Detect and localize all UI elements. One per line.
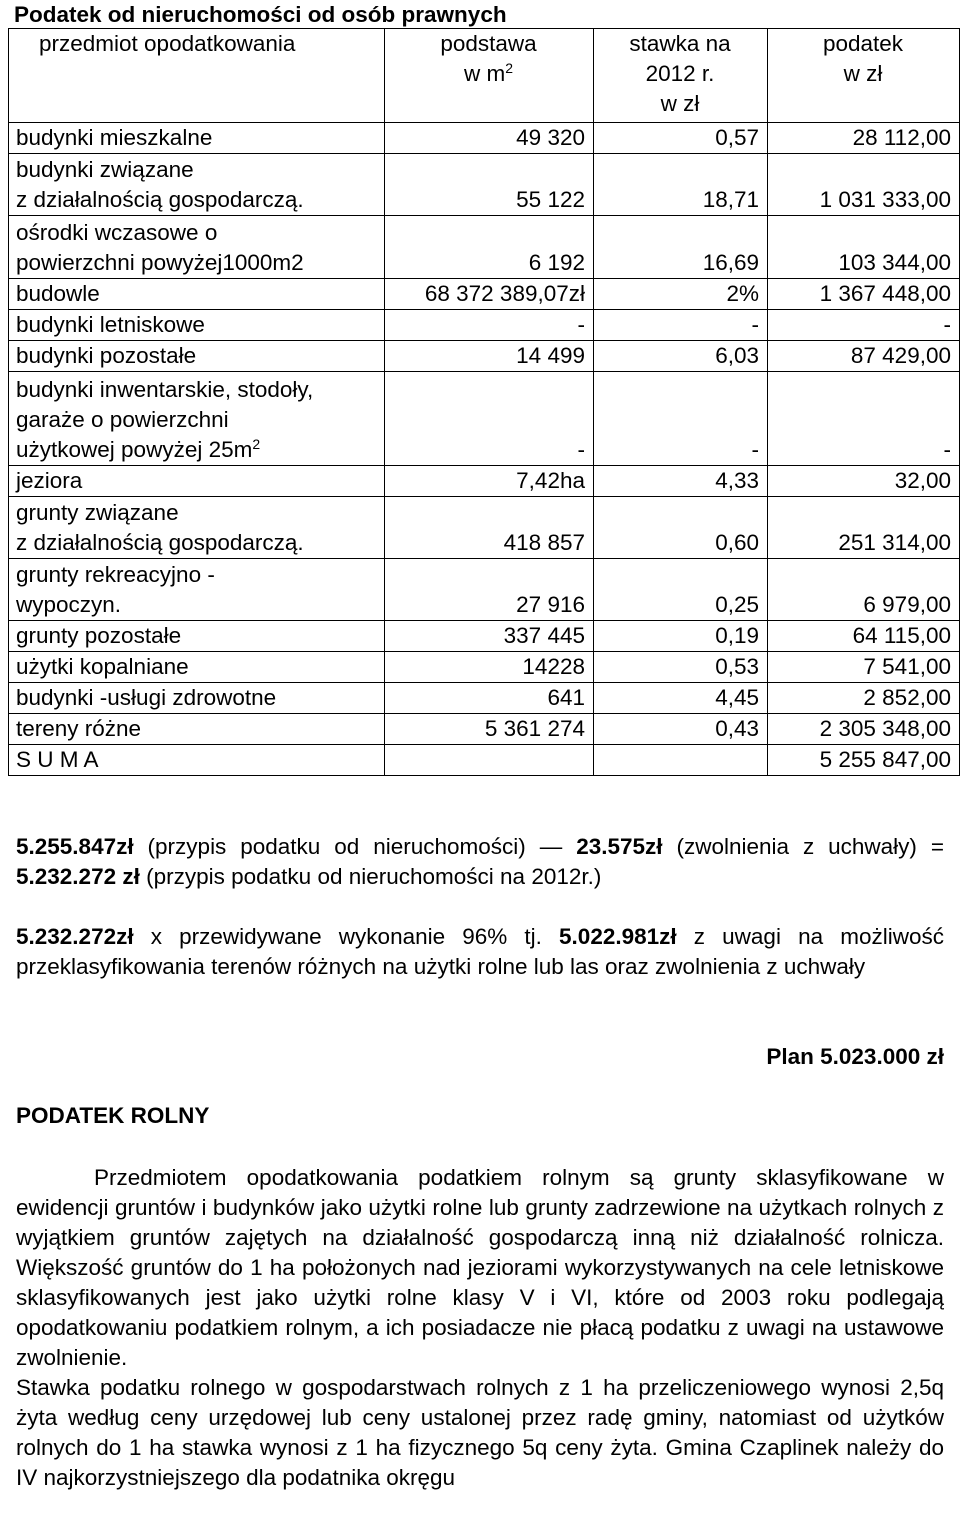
row-rate: 18,71 bbox=[594, 154, 768, 216]
row-base bbox=[385, 745, 594, 776]
row-rate: 0,25 bbox=[594, 559, 768, 621]
body-paragraph: Przedmiotem opodatkowania podatkiem rolnym są grunty sklasyfikowane w ewidencji gruntów i budynków jako użytki rolne lub grunty zadrzewione na użytkach rolnych z wyjątkiem gruntów zajętych na działalność gospodarczą inną niż działalność rolnicza. Większość gruntów do 1 ha położonych nad jeziorami wykorzystywanych na cele letniskowe sklasyfikowanych jest jako użytki rolne klasy V i VI, które od 2003 roku podlegają opodatkowaniu podatkiem rolnym, a ich posiadacze nie płacą podatku z uwagi na ustawowe zwolnienie. Stawka podatku rolnego w gospodarstwach rolnych z 1 ha przeliczeniowego wynosi 2,5q żyta według ceny urzędowej lub ceny ustalonej przez radę gminy, natomiast od użytków rolnych do 1 ha stawka wynosi z 1 ha fizycznego 5q ceny żyta. Gmina Czaplinek należy do IV najkorzystniejszego dla podatnika okręgu bbox=[16, 1165, 944, 1490]
row-subject: budynki letniskowe bbox=[9, 310, 385, 341]
row-tax: 251 314,00 bbox=[768, 497, 960, 559]
row-rate: 0,53 bbox=[594, 652, 768, 683]
table-header-row bbox=[9, 29, 960, 123]
row-subject: grunty rekreacyjno - wypoczyn. bbox=[9, 559, 385, 621]
header-subject: przedmiot opodatkowania bbox=[9, 29, 385, 123]
table-row bbox=[9, 683, 960, 714]
row-rate: 6,03 bbox=[594, 341, 768, 372]
row-base: - bbox=[385, 372, 594, 466]
row-base: 14228 bbox=[385, 652, 594, 683]
row-tax: 2 852,00 bbox=[768, 683, 960, 714]
row-base: - bbox=[385, 310, 594, 341]
row-tax: 32,00 bbox=[768, 466, 960, 497]
page-title: Podatek od nieruchomości od osób prawnych bbox=[14, 2, 507, 27]
row-tax: 2 305 348,00 bbox=[768, 714, 960, 745]
row-subject: grunty pozostałe bbox=[9, 621, 385, 652]
row-base: 27 916 bbox=[385, 559, 594, 621]
table-row bbox=[9, 279, 960, 310]
table-row bbox=[9, 154, 960, 216]
row-subject: użytki kopalniane bbox=[9, 652, 385, 683]
table-row bbox=[9, 559, 960, 621]
row-subject: tereny różne bbox=[9, 714, 385, 745]
row-tax: 103 344,00 bbox=[768, 216, 960, 279]
row-rate: 0,19 bbox=[594, 621, 768, 652]
row-tax: 1 367 448,00 bbox=[768, 279, 960, 310]
row-tax: 6 979,00 bbox=[768, 559, 960, 621]
row-subject: budynki inwentarskie, stodoły, garaże o powierzchni użytkowej powyżej $25m^2$ bbox=[9, 372, 385, 466]
section-title: PODATEK ROLNY bbox=[16, 1103, 210, 1128]
row-base: 68 372 389,07zł bbox=[385, 279, 594, 310]
table-row bbox=[9, 216, 960, 279]
row-tax: - bbox=[768, 310, 960, 341]
row-tax: 87 429,00 bbox=[768, 341, 960, 372]
row-subject: S U M A bbox=[9, 745, 385, 776]
header-rate: stawka na 2012 r. w zł bbox=[594, 29, 768, 123]
row-rate: - bbox=[594, 372, 768, 466]
row-base: 55 122 bbox=[385, 154, 594, 216]
row-rate: - bbox=[594, 310, 768, 341]
table-row-total bbox=[9, 745, 960, 776]
table-row bbox=[9, 714, 960, 745]
row-subject: ośrodki wczasowe o powierzchni powyżej1000m2 bbox=[9, 216, 385, 279]
row-tax: 1 031 333,00 bbox=[768, 154, 960, 216]
table-row bbox=[9, 497, 960, 559]
table-row bbox=[9, 652, 960, 683]
row-subject: budynki -usługi zdrowotne bbox=[9, 683, 385, 714]
row-tax: 28 112,00 bbox=[768, 123, 960, 154]
row-base: 337 445 bbox=[385, 621, 594, 652]
row-base: 5 361 274 bbox=[385, 714, 594, 745]
row-base: 641 bbox=[385, 683, 594, 714]
row-tax: - bbox=[768, 372, 960, 466]
row-subject: budynki pozostałe bbox=[9, 341, 385, 372]
summary-paragraph-1: 5.255.847zł (przypis podatku od nieruchomości) — 23.575zł (zwolnienia z uchwały) = 5.232.272 zł (przypis podatku od nieruchomości na 2012r.) bbox=[16, 834, 945, 889]
row-subject: jeziora bbox=[9, 466, 385, 497]
row-rate: 16,69 bbox=[594, 216, 768, 279]
table-row bbox=[9, 123, 960, 154]
tax-table bbox=[8, 28, 960, 776]
row-base: 6 192 bbox=[385, 216, 594, 279]
row-subject: budowle bbox=[9, 279, 385, 310]
row-rate: 0,43 bbox=[594, 714, 768, 745]
row-base: 7,42ha bbox=[385, 466, 594, 497]
table-row bbox=[9, 466, 960, 497]
header-tax: podatek w zł bbox=[768, 29, 960, 123]
plan-amount: Plan 5.023.000 zł bbox=[766, 1044, 944, 1069]
row-rate bbox=[594, 745, 768, 776]
row-rate: 0,60 bbox=[594, 497, 768, 559]
table-row bbox=[9, 372, 960, 466]
summary-paragraph-2: 5.232.272zł x przewidywane wykonanie 96% tj. 5.022.981zł z uwagi na możliwość przeklasyfikowania terenów różnych na użytki rolne lub las oraz zwolnienia z uchwały bbox=[16, 924, 944, 979]
row-tax: 64 115,00 bbox=[768, 621, 960, 652]
row-rate: 4,33 bbox=[594, 466, 768, 497]
header-base: podstawa w $m^2$ bbox=[385, 29, 594, 123]
row-subject: grunty związane z działalnością gospodarczą. bbox=[9, 497, 385, 559]
row-rate: 0,57 bbox=[594, 123, 768, 154]
table-row bbox=[9, 341, 960, 372]
row-subject: budynki mieszkalne bbox=[9, 123, 385, 154]
row-rate: 2% bbox=[594, 279, 768, 310]
table-row bbox=[9, 310, 960, 341]
row-base: 14 499 bbox=[385, 341, 594, 372]
table-row bbox=[9, 621, 960, 652]
row-rate: 4,45 bbox=[594, 683, 768, 714]
row-base: 49 320 bbox=[385, 123, 594, 154]
row-tax: 7 541,00 bbox=[768, 652, 960, 683]
row-subject: budynki związane z działalnością gospodarczą. bbox=[9, 154, 385, 216]
row-tax: 5 255 847,00 bbox=[768, 745, 960, 776]
row-base: 418 857 bbox=[385, 497, 594, 559]
